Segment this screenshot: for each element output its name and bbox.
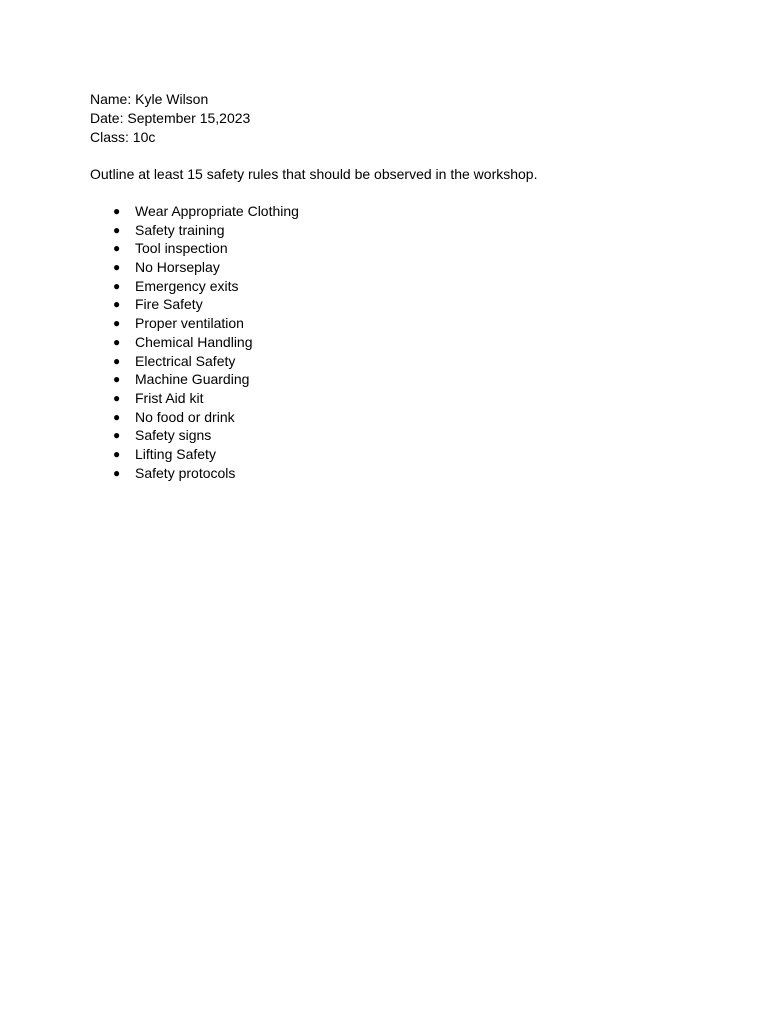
- list-item: [90, 445, 768, 464]
- rule-text: Frist Aid kit: [135, 389, 204, 406]
- rule-text: No food or drink: [135, 408, 235, 425]
- bullet-icon: ●: [113, 372, 121, 387]
- bullet-icon: ●: [113, 409, 121, 424]
- list-item: [90, 352, 768, 371]
- bullet-icon: ●: [113, 222, 121, 237]
- bullet-icon: ●: [113, 446, 121, 461]
- list-item: [90, 239, 768, 258]
- rule-text: Safety protocols: [135, 464, 236, 481]
- bullet-icon: ●: [113, 260, 121, 275]
- assignment-date: Date: September 15,2023: [90, 110, 251, 126]
- bullet-icon: ●: [113, 316, 121, 331]
- bullet-icon: ●: [113, 241, 121, 256]
- list-item: [90, 370, 768, 389]
- list-item: [90, 221, 768, 240]
- rule-text: Tool inspection: [135, 240, 228, 257]
- list-item: [90, 314, 768, 333]
- class-label: Class: 10c: [90, 129, 156, 145]
- bullet-icon: ●: [113, 428, 121, 443]
- list-item: [90, 258, 768, 277]
- rule-text: Emergency exits: [135, 277, 239, 294]
- bullet-icon: ●: [113, 334, 121, 349]
- list-item: [90, 426, 768, 445]
- rule-text: Proper ventilation: [135, 315, 244, 332]
- bullet-icon: ●: [113, 353, 121, 368]
- rule-text: Fire Safety: [135, 296, 203, 313]
- list-item: [90, 408, 768, 427]
- bullet-icon: ●: [113, 278, 121, 293]
- student-name: Name: Kyle Wilson: [90, 91, 209, 107]
- rule-text: Lifting Safety: [135, 445, 216, 462]
- list-item: [90, 295, 768, 314]
- rule-text: Safety signs: [135, 427, 212, 444]
- list-item: [90, 464, 768, 483]
- rule-text: Electrical Safety: [135, 352, 236, 369]
- rule-text: Chemical Handling: [135, 333, 253, 350]
- bullet-icon: ●: [113, 297, 121, 312]
- rule-text: No Horseplay: [135, 259, 220, 276]
- rule-text: Safety training: [135, 221, 225, 238]
- list-item: [90, 333, 768, 352]
- bullet-icon: ●: [113, 204, 121, 218]
- list-item: [90, 202, 768, 221]
- list-item: [90, 277, 768, 296]
- bullet-icon: ●: [113, 465, 121, 480]
- assignment-prompt: Outline at least 15 safety rules that should be observed in the workshop.: [90, 166, 538, 182]
- bullet-icon: ●: [113, 390, 121, 405]
- list-item: [90, 389, 768, 408]
- rule-text: Machine Guarding: [135, 371, 250, 388]
- rule-text: Wear Appropriate Clothing: [135, 203, 299, 219]
- safety-rules-list: [90, 202, 768, 482]
